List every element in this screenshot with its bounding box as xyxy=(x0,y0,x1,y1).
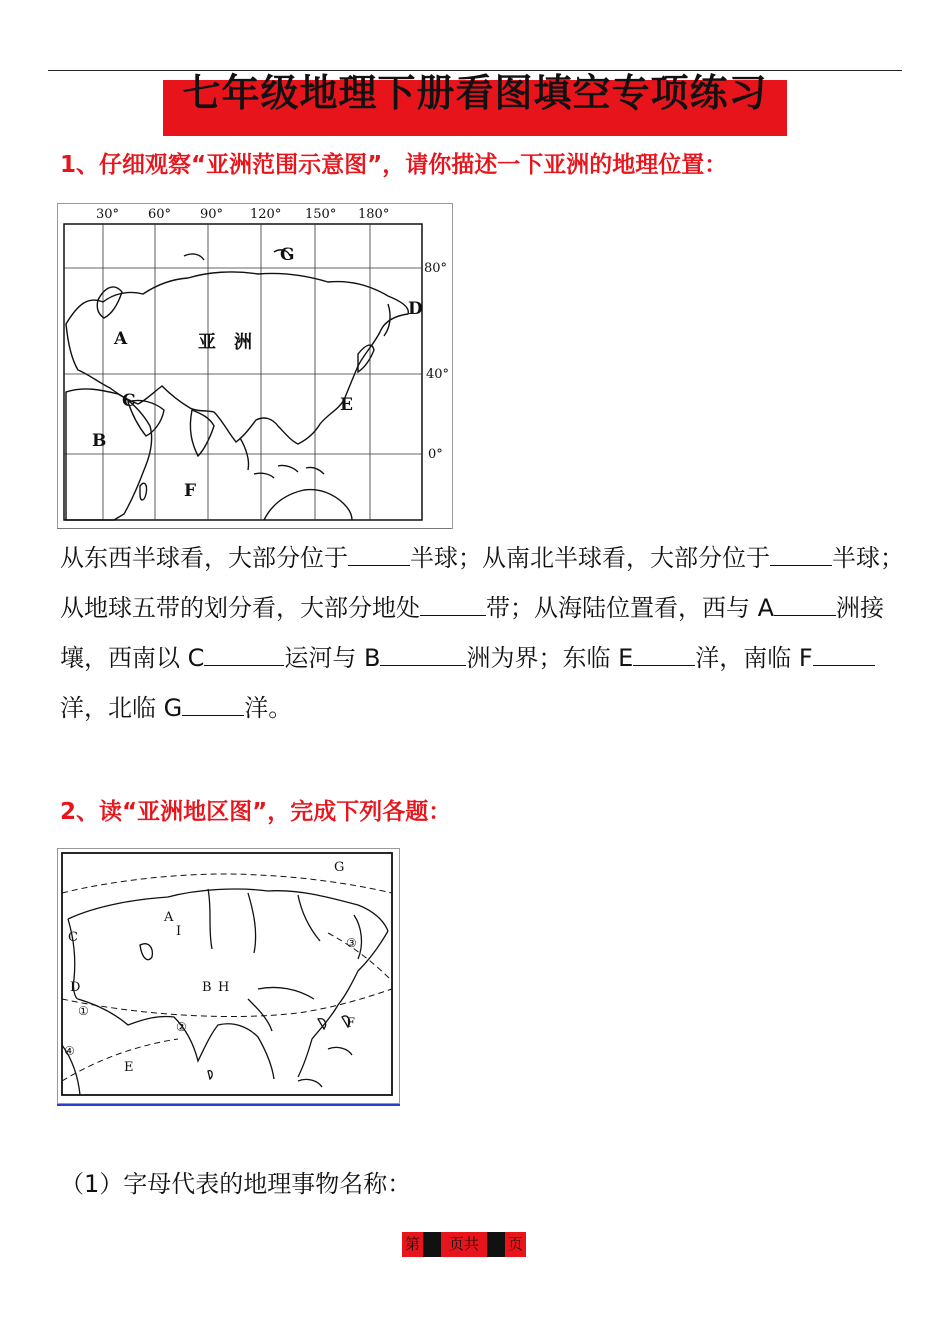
map1-lat-label: 80° xyxy=(424,261,448,276)
question-1-heading: 1、仔细观察“亚洲范围示意图”，请你描述一下亚洲的地理位置： xyxy=(60,152,728,178)
map2-number-3: ③ xyxy=(346,936,357,950)
map2-letter-b: B xyxy=(202,980,212,995)
blank-continent-a[interactable] xyxy=(774,589,836,616)
asia-range-map xyxy=(57,203,453,529)
blank-canal-c[interactable] xyxy=(204,639,284,666)
map1-letter-g: G xyxy=(280,245,295,265)
blank-ocean-f[interactable] xyxy=(813,639,875,666)
map2-underline xyxy=(57,1104,400,1106)
blank-ocean-g[interactable] xyxy=(182,689,244,716)
map2-number-2: ② xyxy=(176,1020,187,1034)
asia-region-map xyxy=(57,848,400,1104)
question-1-text: 从东西半球看，大部分位于 半球；从南北半球看，大部分位于 半球；从地球五带的划分看，大部分地处 带；从海陆位置看，西与 A 洲接壤，西南以 C 运河与 B 洲为界；东临 E 洋，南临 F洋，北临 G 洋。 xyxy=(60,533,905,733)
footer-page-label: 第 xyxy=(402,1232,423,1257)
map2-number-1: ① xyxy=(78,1004,89,1018)
page-footer xyxy=(402,1232,526,1257)
map1-lon-label: 150° xyxy=(305,207,337,222)
map2-letter-i: I xyxy=(176,924,182,939)
map1-letter-d: D xyxy=(408,299,423,319)
map1-lon-label: 180° xyxy=(358,207,390,222)
footer-page-number-box xyxy=(423,1232,441,1257)
map1-letter-e: E xyxy=(340,395,353,415)
map1-letter-c: C xyxy=(122,391,136,411)
blank-hemisphere-ns[interactable] xyxy=(770,539,832,566)
map1-lat-label: 0° xyxy=(428,447,443,462)
map1-lon-label: 90° xyxy=(200,207,224,222)
map1-lon-label: 120° xyxy=(250,207,282,222)
map2-letter-c: C xyxy=(68,930,78,945)
map1-lon-label: 60° xyxy=(148,207,172,222)
map1-letter-b: B xyxy=(92,431,107,451)
page-title: 七年级地理下册看图填空专项练习 xyxy=(182,70,768,115)
map1-continent-label: 亚 洲 xyxy=(198,332,252,353)
blank-hemisphere-ew[interactable] xyxy=(348,539,410,566)
map1-underline xyxy=(57,528,451,529)
map2-letter-g: G xyxy=(334,860,345,875)
footer-total-label: 页共 xyxy=(441,1232,487,1257)
map2-letter-f: F xyxy=(346,1016,356,1031)
map1-letter-a: A xyxy=(114,329,128,349)
map2-letter-h: H xyxy=(218,980,230,995)
map1-letter-f: F xyxy=(184,481,197,501)
map2-number-4: ④ xyxy=(64,1044,75,1058)
footer-page-suffix: 页 xyxy=(505,1232,526,1257)
map2-letter-d: D xyxy=(70,980,81,995)
map2-letter-a: A xyxy=(164,910,174,925)
blank-ocean-e[interactable] xyxy=(633,639,695,666)
map1-lat-label: 40° xyxy=(426,367,450,382)
question-2-heading: 2、读“亚洲地区图”，完成下列各题： xyxy=(60,799,452,825)
footer-total-number-box xyxy=(487,1232,505,1257)
map2-letter-e: E xyxy=(124,1060,134,1075)
blank-continent-b[interactable] xyxy=(380,639,466,666)
blank-temperature-zone[interactable] xyxy=(420,589,486,616)
question-2-sub-1: （1）字母代表的地理事物名称： xyxy=(60,1170,412,1198)
map1-lon-label: 30° xyxy=(96,207,120,222)
